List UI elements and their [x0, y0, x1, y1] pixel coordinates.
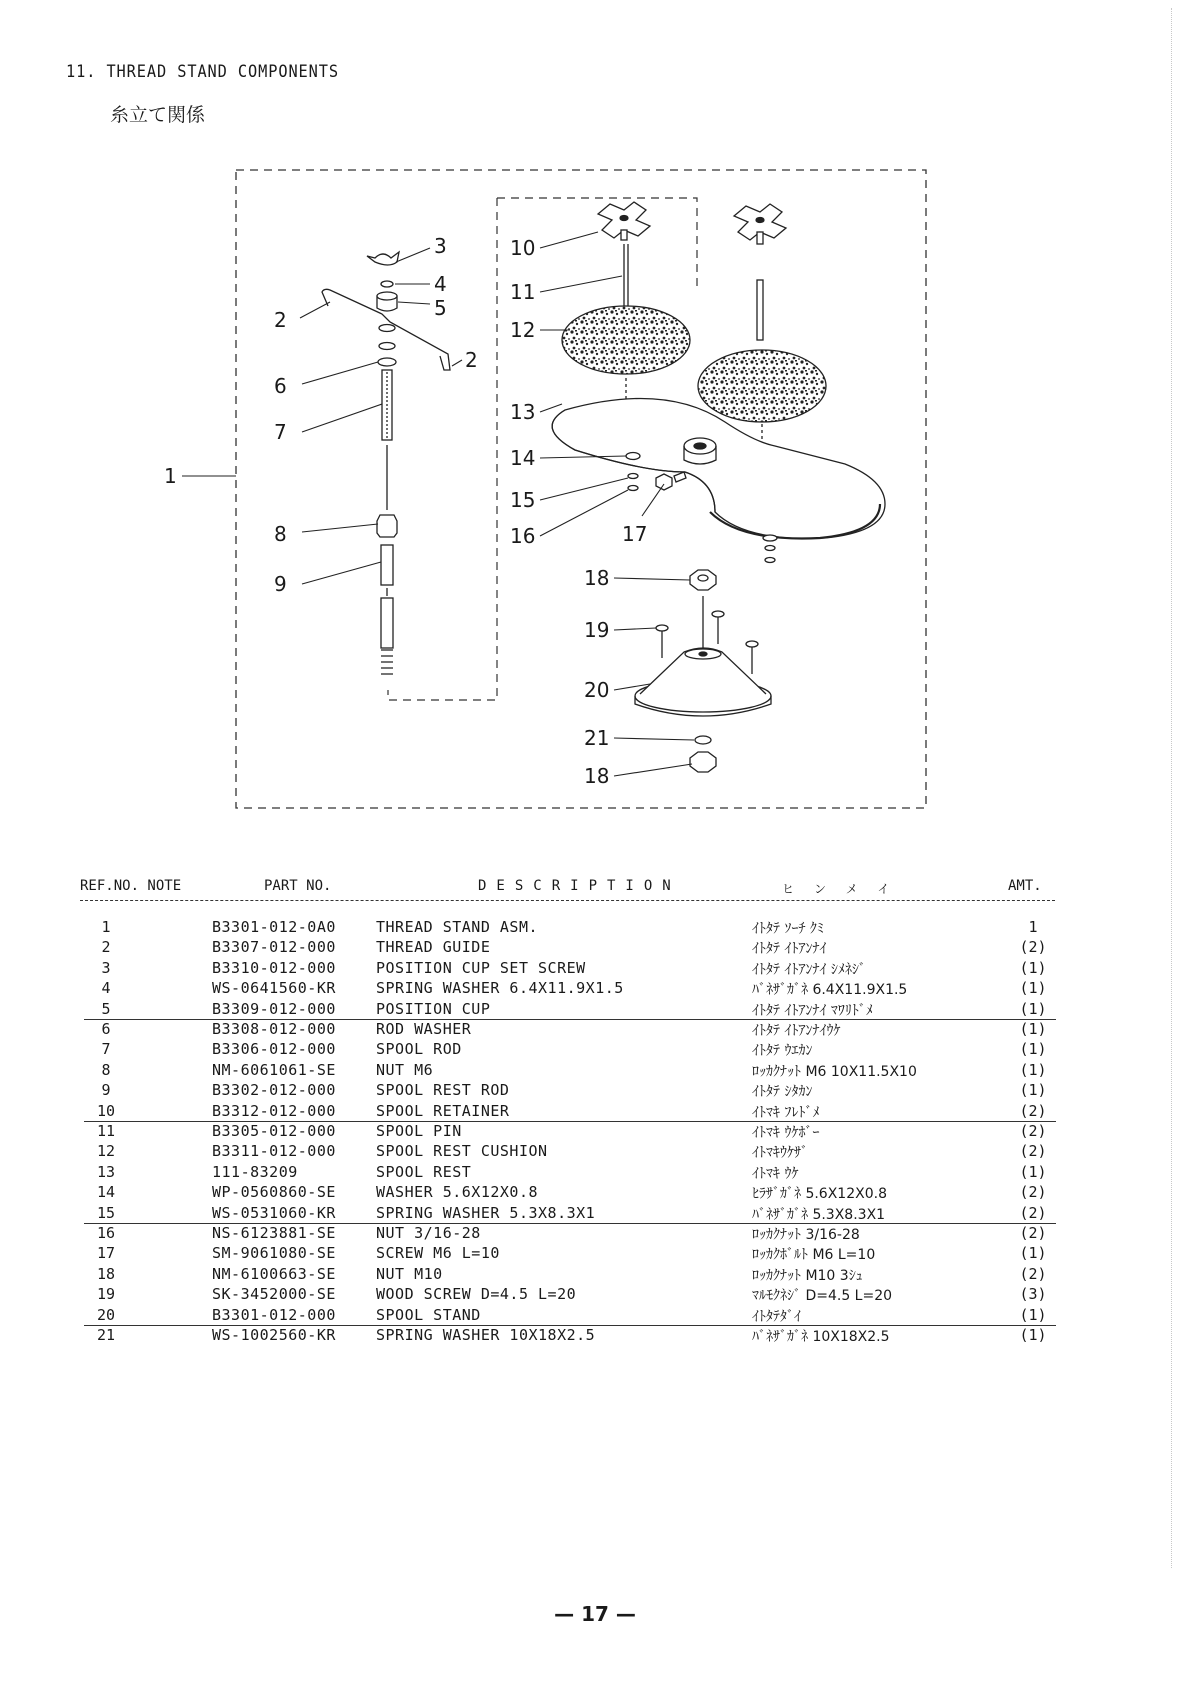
cell-ref-no: 20: [96, 1305, 116, 1324]
table-row: [0, 1265, 1190, 1285]
cell-amount: (2): [1019, 1142, 1047, 1161]
cell-amount: (1): [1019, 1305, 1047, 1324]
cell-description: NUT 3/16-28: [376, 1224, 481, 1242]
callout-4: 4: [434, 272, 447, 296]
cell-jp-name: ﾛｯｶｸﾅｯﾄ M6 10X11.5X10: [752, 1063, 917, 1080]
cell-jp-name: ｲﾄﾏｷ ｳｹ: [752, 1165, 799, 1182]
cell-amount: (2): [1019, 1203, 1047, 1222]
cell-jp-name: ﾊﾞﾈｻﾞｶﾞﾈ 5.3X8.3X1: [752, 1206, 886, 1223]
spool-rod-assembly: [322, 252, 450, 674]
cell-amount: (1): [1019, 999, 1047, 1018]
cell-part-no: NM-6061061-SE: [212, 1060, 336, 1079]
cell-part-no: B3305-012-000: [212, 1122, 336, 1140]
cell-amount: (1): [1019, 1040, 1047, 1059]
table-row: [0, 1102, 1190, 1122]
header-part-no: PART NO.: [264, 878, 332, 894]
cell-ref-no: 9: [101, 1081, 111, 1100]
cell-amount: (2): [1019, 1101, 1047, 1120]
header-divider: [80, 900, 1055, 901]
section-title-jp: 糸立て関係: [110, 104, 206, 126]
cell-description: POSITION CUP SET SCREW: [376, 958, 586, 977]
cell-description: NUT M6: [376, 1060, 434, 1079]
cell-jp-name: ﾊﾞﾈｻﾞｶﾞﾈ 6.4X11.9X1.5: [752, 982, 908, 999]
table-row: [0, 1326, 1190, 1346]
cell-part-no: B3301-012-000: [212, 1305, 336, 1324]
callout-8: 8: [274, 522, 287, 546]
cell-jp-name: ｲﾄﾀﾃ ｿｰﾁ ｸﾐ: [752, 921, 824, 937]
callout-6: 6: [274, 374, 287, 398]
cell-jp-name: ｲﾄﾀﾃ ｲﾄｱﾝﾅｲ ﾏﾜﾘﾄﾞﾒ: [752, 1002, 873, 1019]
cell-description: SPRING WASHER 6.4X11.9X1.5: [376, 979, 624, 998]
cell-ref-no: 8: [101, 1060, 111, 1079]
table-row: [0, 1306, 1190, 1326]
cell-amount: (2): [1019, 1183, 1047, 1202]
exploded-diagram: [0, 0, 1190, 830]
callout-15: 15: [510, 488, 536, 512]
cell-part-no: WS-1002560-KR: [212, 1326, 336, 1344]
cell-jp-name: ﾛｯｶｸﾅｯﾄ M10 3ｼｭ: [752, 1267, 863, 1284]
spool-rest-cushion: [562, 306, 690, 374]
spool-rest-cushion: [698, 350, 826, 422]
cell-ref-no: 3: [101, 958, 111, 977]
cell-description: SPOOL REST: [376, 1162, 472, 1181]
cell-part-no: B3306-012-000: [212, 1040, 336, 1059]
callout-18: 18: [584, 566, 610, 590]
cell-ref-no: 10: [96, 1101, 116, 1120]
cell-amount: (1): [1019, 979, 1047, 998]
cell-amount: (1): [1019, 958, 1047, 977]
callout-1: 1: [164, 464, 177, 488]
cell-description: POSITION CUP: [376, 999, 491, 1018]
cell-part-no: B3308-012-000: [212, 1020, 336, 1038]
cell-part-no: B3307-012-000: [212, 938, 336, 957]
cell-part-no: B3310-012-000: [212, 958, 336, 977]
cell-ref-no: 21: [96, 1326, 116, 1344]
cell-jp-name: ｲﾄﾏｷｳｹｻﾞ: [752, 1145, 808, 1162]
callout-2: 2: [274, 308, 287, 332]
cell-part-no: WS-0531060-KR: [212, 1203, 336, 1222]
section-title: 11. THREAD STAND COMPONENTS: [66, 62, 340, 82]
table-row: [0, 1061, 1190, 1081]
table-row: [0, 1204, 1190, 1224]
cell-amount: (1): [1019, 1326, 1047, 1344]
header-ref-note: REF.NO. NOTE: [80, 878, 182, 894]
table-row: [0, 959, 1190, 979]
cell-part-no: SM-9061080-SE: [212, 1244, 336, 1263]
table-row: [0, 1122, 1190, 1142]
cell-ref-no: 6: [101, 1020, 111, 1038]
cell-jp-name: ｲﾄﾀﾃ ｼﾀｶﾝ: [752, 1084, 813, 1101]
cell-description: SCREW M6 L=10: [376, 1244, 500, 1263]
cell-amount: (2): [1019, 1264, 1047, 1283]
cell-description: NUT M10: [376, 1264, 443, 1283]
header-description: DESCRIPTION: [478, 878, 681, 894]
cell-description: ROD WASHER: [376, 1020, 472, 1038]
cell-part-no: B3301-012-0A0: [212, 918, 336, 936]
callout-12: 12: [510, 318, 536, 342]
cell-description: SPRING WASHER 5.3X8.3X1: [376, 1203, 596, 1222]
cell-amount: (2): [1019, 1224, 1047, 1242]
callout-14: 14: [510, 446, 536, 470]
cell-ref-no: 14: [96, 1183, 116, 1202]
callout-19: 19: [584, 618, 610, 642]
table-row: [0, 1183, 1190, 1203]
cell-amount: (1): [1019, 1244, 1047, 1263]
cell-part-no: B3302-012-000: [212, 1081, 336, 1100]
cell-jp-name: ｲﾄﾏｷ ﾌﾚﾄﾞﾒ: [752, 1104, 820, 1121]
cell-part-no: WS-0641560-KR: [212, 979, 336, 998]
cell-ref-no: 2: [101, 938, 111, 957]
callout-9: 9: [274, 572, 287, 596]
parts-table: [0, 918, 1190, 1368]
cell-ref-no: 4: [101, 979, 111, 998]
cell-description: SPOOL RETAINER: [376, 1101, 510, 1120]
cell-amount: (1): [1019, 1162, 1047, 1181]
table-row: [0, 1020, 1190, 1040]
cell-jp-name: ｲﾄﾀﾃ ｲﾄｱﾝﾅｲｳｹ: [752, 1023, 841, 1039]
cell-jp-name: ﾋﾗｻﾞｶﾞﾈ 5.6X12X0.8: [752, 1186, 887, 1203]
callout-7: 7: [274, 420, 287, 444]
cell-description: SPOOL ROD: [376, 1040, 462, 1059]
table-row: [0, 1040, 1190, 1060]
cell-part-no: B3312-012-000: [212, 1101, 336, 1120]
cell-description: THREAD STAND ASM.: [376, 918, 539, 936]
cell-part-no: B3311-012-000: [212, 1142, 336, 1161]
cell-part-no: 111-83209: [212, 1162, 298, 1181]
cell-amount: (3): [1019, 1285, 1047, 1304]
cell-ref-no: 13: [96, 1162, 116, 1181]
table-row: [0, 938, 1190, 958]
cell-ref-no: 15: [96, 1203, 116, 1222]
cell-description: SPOOL REST ROD: [376, 1081, 510, 1100]
cell-ref-no: 12: [96, 1142, 116, 1161]
table-row: [0, 1000, 1190, 1020]
cell-jp-name: ｲﾄﾀﾃ ｲﾄｱﾝﾅｲ ｼﾒﾈｼﾞ: [752, 961, 866, 978]
table-row: [0, 1285, 1190, 1305]
callout-21: 21: [584, 726, 610, 750]
table-row: [0, 1142, 1190, 1162]
cell-jp-name: ｲﾄﾀﾃ ｳｴｶﾝ: [752, 1043, 813, 1060]
table-row: [0, 1163, 1190, 1183]
cell-part-no: SK-3452000-SE: [212, 1285, 336, 1304]
cell-amount: (1): [1019, 1060, 1047, 1079]
cell-part-no: B3309-012-000: [212, 999, 336, 1018]
cell-part-no: NS-6123881-SE: [212, 1224, 336, 1242]
cell-ref-no: 1: [101, 918, 111, 936]
table-row: [0, 1224, 1190, 1244]
cell-jp-name: ｲﾄﾏｷ ｳｹﾎﾞｰ: [752, 1125, 820, 1141]
cell-jp-name: ｲﾄﾀﾃ ｲﾄｱﾝﾅｲ: [752, 941, 827, 958]
cell-amount: (2): [1019, 938, 1047, 957]
callout-18b: 18: [584, 764, 610, 788]
cell-part-no: WP-0560860-SE: [212, 1183, 336, 1202]
cell-ref-no: 5: [101, 999, 111, 1018]
table-row: [0, 918, 1190, 938]
cell-amount: 1: [1028, 918, 1038, 936]
callout-17: 17: [622, 522, 648, 546]
callout-3: 3: [434, 234, 447, 258]
table-row: [0, 1081, 1190, 1101]
cell-ref-no: 7: [101, 1040, 111, 1059]
cell-jp-name: ｲﾄﾀﾃﾀﾞｲ: [752, 1308, 801, 1325]
cell-description: SPOOL REST CUSHION: [376, 1142, 548, 1161]
cell-part-no: NM-6100663-SE: [212, 1264, 336, 1283]
cell-jp-name: ﾛｯｶｸﾎﾞﾙﾄ M6 L=10: [752, 1247, 876, 1264]
cell-ref-no: 17: [96, 1244, 116, 1263]
cell-ref-no: 19: [96, 1285, 116, 1304]
cell-jp-name: ﾊﾞﾈｻﾞｶﾞﾈ 10X18X2.5: [752, 1329, 890, 1345]
header-amount: AMT.: [1008, 878, 1042, 894]
table-row: [0, 979, 1190, 999]
cell-amount: (2): [1019, 1122, 1047, 1140]
cell-amount: (1): [1019, 1020, 1047, 1038]
callout-11: 11: [510, 280, 536, 304]
header-jp-name: ヒンメイ: [782, 882, 910, 896]
cell-amount: (1): [1019, 1081, 1047, 1100]
cell-description: THREAD GUIDE: [376, 938, 491, 957]
cell-ref-no: 18: [96, 1264, 116, 1283]
cell-description: WOOD SCREW D=4.5 L=20: [376, 1285, 577, 1304]
cell-jp-name: ﾏﾙﾓｸﾈｼﾞ D=4.5 L=20: [752, 1288, 893, 1305]
cell-description: SPOOL PIN: [376, 1122, 462, 1140]
cell-ref-no: 11: [96, 1122, 116, 1140]
table-row: [0, 1244, 1190, 1264]
callout-16: 16: [510, 524, 536, 548]
callout-2b: 2: [465, 348, 478, 372]
cell-description: WASHER 5.6X12X0.8: [376, 1183, 539, 1202]
cell-description: SPRING WASHER 10X18X2.5: [376, 1326, 596, 1344]
page-number: — 17 —: [554, 1602, 636, 1626]
callout-13: 13: [510, 400, 536, 424]
callout-10: 10: [510, 236, 536, 260]
cell-jp-name: ﾛｯｶｸﾅｯﾄ 3/16-28: [752, 1227, 860, 1243]
callout-5: 5: [434, 296, 447, 320]
callout-20: 20: [584, 678, 610, 702]
cell-description: SPOOL STAND: [376, 1305, 481, 1324]
cell-ref-no: 16: [96, 1224, 116, 1242]
